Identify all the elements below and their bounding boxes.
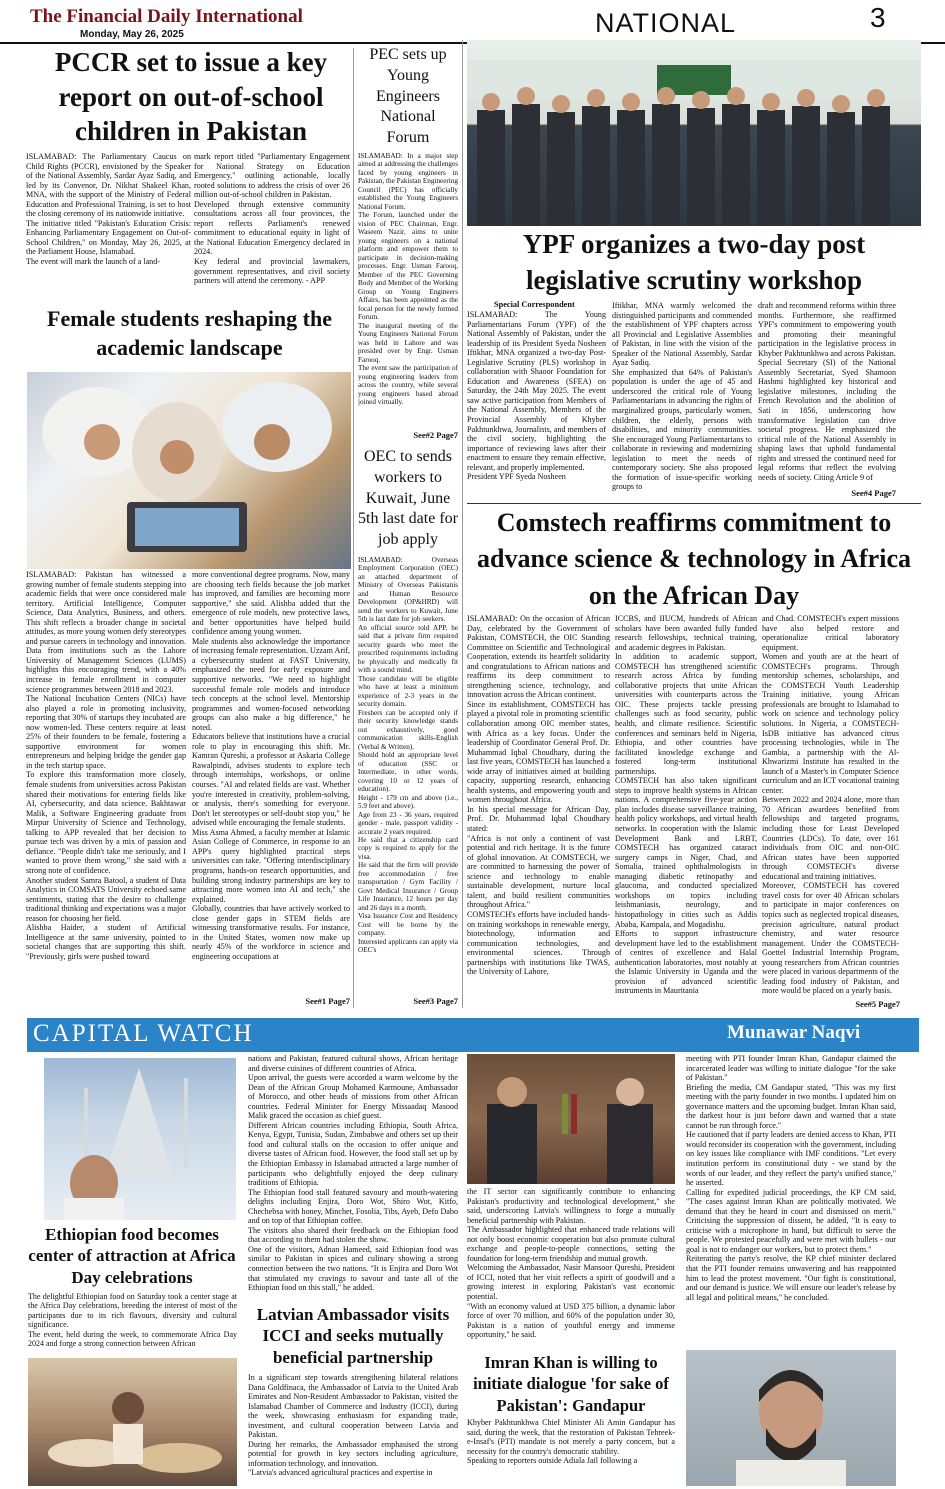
ypf-body-col2: Iftikhar, MNA warmly welcomed the distinguished participants and commended the establishment of YPF chapters across all Provincial and Legislative Assemblies of Pakistan, in line with the vision of the Speaker of the National Assembly, Sardar Ayaz Sadiq. She emphasized that 64% of Pakistan's population is under the age of 45 and underscored the critical role of Young Parliamentarians in advancing the rights of marginalized groups, particularly women, children, the elderly, persons with disabilities, and minority communities. She encouraged Young Parliamentarians to collaborate in reviewing and modernizing legislation to meet the needs of contemporary society. She also proposed the formation of issue-specific working groups to <box>612 301 752 492</box>
dateline: Monday, May 26, 2025 <box>80 29 184 40</box>
ypf-group-photo-art <box>467 40 921 226</box>
comstech-body-col3: and Chad. COMSTECH's expert missions have also helped restore and operationalize critical laboratory equipment. Women and youth are at the heart of COMSTECH's programs. Through mentorship schemes, scholarships, and the COMSTECH Youth Leadership Training initiative, young African professionals are brought to Islamabad to work on science and technology policy solutions. In Nigeria, a COMSTECH-IsDB initiative has advanced citrus processing technologies, while in The Gambia, a partnership with the Al-Khwarizmi Institute has resulted in the launch of a Master's in Computer Science curriculum and an ICT vocational training center. Between 2022 and 2024 alone, more than 70 African awardees benefited from fellowships and targeted programs, including those for Least Developed Countries (LDCs). To date, over 161 individuals from OIC and non-OIC African states have been supported through COMSTECH's diverse educational and training initiatives. Moreover, COMSTECH has covered travel costs for over 40 African scholars to participate in major conferences on topics such as neglected tropical diseases, precision agriculture, natural product chemistry, and water resource management. Under the COMSTECH-Goettel Industrial Internship Program, young researchers from African countries were placed in various departments of the leading food industry of Pakistan, and more would be placed on a yearly basis. <box>762 614 899 996</box>
section-title: NATIONAL <box>595 8 737 38</box>
ypf-byline: Special Correspondent <box>494 300 575 309</box>
pec-headline: PEC sets up Young Engineers National Forum <box>369 46 447 147</box>
ethiopian-food-photo <box>28 1358 237 1486</box>
female-jump: See#1 Page7 <box>305 996 350 1006</box>
ethiopian-body-col2: nations and Pakistan, featured cultural shows, African heritage and diverse cuisines of different countries of Africa. Upon arrival, the guests were accorded a warm welcome by the Dean of the African Group Mohamed Karmoune, Ambassador of Morocco, and other heads of missions from other African countries. Federal Minister for Energy Missaadaq Masood Malik graced the occasion as chief guest. Different African countries including Ethiopia, South Africa, Kenya, Egypt, Tunisia, Sudan, Zimbabwe and others set up their food and cultural stalls on the occasion to offer unique and diverse tastes of African food. However, the food stall set up by the Ethiopian Embassy in Islamabad attracted a large number of participants who delightfully enjoyed the deep culinary traditions of Ethiopia. The Ethiopian food stall featured savoury and mouth-watering delights including Enjira, Doro Wot, Shiro Wot, Kitfo, Chechebsa with honey, Minchet, Fosolia, Tibs, Ayeb, Defo Dabo and on top of that Ethiopian coffee. The visitors also shared their feedback on the Ethiopian food that according to them had stolen the show. One of the visitors, Adnan Hameed, said Ethiopian food was similar to Pakistan in spices and culinary showing a strong connection between the two nations. "It is Enjira and Doro Wot that stimulated my cravings to savour and taste all of the Ethiopian food on this stall," he added. <box>248 1054 458 1293</box>
newspaper-name: The Financial Daily International <box>30 6 303 27</box>
latvian-headline: Latvian Ambassador visits ICCI and seeks mutually beneficial partnership <box>256 1305 450 1367</box>
imran-body-col2: Khyber Pakhtunkhwa Chief Minister Ali Amin Gandapur has said, during the week, that the restoration of Pakistan Tehreek-e-Insaf's (PTI) mandate is not merely a party concern, but a necessity for the country's democratic stability. Speaking to reporters outside Adiala Jail following a <box>467 1418 675 1466</box>
gandapur-photo <box>686 1350 896 1486</box>
columnist-photo <box>44 1058 236 1220</box>
columnist-photo-art <box>44 1058 236 1220</box>
latvian-body-col1: In a significant step towards strengthening bilateral relations Dana Goldfinaca, the Ambassador of Latvia to the United Arab Emirates and Non-Resident Ambassador to Pakistan, visited the Islamabad Chamber of Commerce and Industry (ICCI), during the week, showcasing enthusiasm for expanding trade, investment, and cultural cooperation between Latvia and Pakistan. During her remarks, the Ambassador emphasised the strong potential for growth in key sectors including agriculture, information technology, and innovation. "Latvia's advanced agricultural practices and expertise in <box>248 1373 458 1478</box>
capital-watch-title: CAPITAL WATCH <box>33 1020 254 1047</box>
latvian-meeting-photo-art <box>467 1054 675 1184</box>
female-students-photo-art <box>27 372 351 569</box>
ypf-headline: YPF organizes a two-day post legislative scrutiny workshop <box>522 229 866 296</box>
ethiopian-food-photo-art <box>28 1358 237 1486</box>
comstech-jump: See#5 Page7 <box>855 999 900 1009</box>
ypf-body-col1: ISLAMABAD: The Young Parliamentarians Forum (YPF) of the National Assembly of Pakistan, under the leadership of its President Syeda Nosheen Iftikhar, MNA organized a two-day Post-Legislative Scrutiny (PLS) workshop in collaboration with Shaoor Foundation for Education and Awareness (SFEA) on Saturday, the 24th May 2025. The event saw active participation from Members of the National Assembly, Members of the Provincial Assembly of Khyber Pakhtunkhwa, Journalists, and members of the civil society, highlighting the importance of reviewing laws after their enactment to ensure they remain effective, relevant, and properly implemented. President YPF Syeda Nosheen <box>467 310 606 482</box>
pccr-body-col1: ISLAMABAD: The Parliamentary Caucus on Child Rights (PCCR), envisioned by the Speaker of the National Assembly, Sardar Ayaz Sadiq, and led by its Convenor, Dr. Nikhat Shakeel Khan, MNA, with the support of the Ministry of Federal Education and Professional Training, is set to host the closing ceremony of its nationwide initiative. The initiative titled "Pakistan's Education Crisis: Enhancing Parliamentary Engagement on Out-of-School Children," on Monday, May 26, 2025, at the Parliament House, Islamabad. The event will mark the launch of a land- <box>26 152 191 267</box>
female-students-headline: Female students reshaping the academic landscape <box>47 306 332 360</box>
capital-watch-author: Munawar Naqvi <box>727 1022 861 1043</box>
imran-body-col1: meeting with PTI founder Imran Khan, Gandapur claimed the incarcerated leader was willing to initiate dialogue "for the sake of Pakistan." Briefing the media, CM Gandapur stated, "This was my first meeting with the party founder in two months. I updated him on governance matters and the upcoming budget. Imran Khan said, the darkest hour is just before dawn and warned that a state cannot be run through force." He cautioned that if party leaders are denied access to Khan, PTI would reconsider its cooperation with the government, including on key issues like compliance with IMF conditions. "Let every institution perform its constitutional duty - we stand by the words of our leader, and they reflect the party's unified stance," he asserted. Calling for expedited judicial proceedings, the KP CM said, "The cases against Imran Khan are politically motivated. We demand that they be heard in court and dismissed on merit." Criticising the suppression of dissent, he added, "It is easy to criticise with a microphone in hand, but difficult to serve the people. We protested peacefully and were met with bullets - our goal is not to endanger our workers, but to protect them." Reiterating the party's resolve, the KP chief minister declared that the PTI founder remains unwavering and has reappointed him to lead the protest movement. "Our fight is constitutional, and our demand is justice. We will ensure our leader's release by all legal and political means," he concluded. <box>686 1054 896 1302</box>
column-rule <box>353 48 354 1008</box>
comstech-body-col2: ICCBS, and IIUCM, hundreds of African scholars have been awarded fully funded research fellowships, technical training, and academic degrees in Pakistan. In addition to academic support, COMSTECH has strengthened scientific research across Africa by funding collaborative projects that unite African universities with counterparts across the OIC. These projects tackle pressing challenges such as food security, public health, and climate resilience. Scientific conferences and seminars held in Nigeria, Ethiopia, and other countries have facilitated knowledge exchange and fostered long-term institutional partnerships. COMSTECH has also taken significant steps to improve health systems in African nations. A comprehensive five-year action plan includes disease surveillance training, health policy workshops, and virtual health networks. In cooperation with the Islamic Development Bank and LRBT, COMSTECH has organized cataract surgery camps in Niger, Chad, and Somalia, trained ophthalmologists in managing diabetic retinopathy and glaucoma, and conducted specialized workshops on topics including leishmaniasis, neurology, and histopathology in cities such as Addis Ababa, Kampala, and Mogadishu. Efforts to support infrastructure development have led to the establishment of centres of excellence and Halal authentication laboratories, most notably at the Islamic University in Uganda and the provision of advanced scientific instruments in Mauritania <box>615 614 757 996</box>
imran-headline: Imran Khan is willing to initiate dialogue 'for sake of Pakistan': Gandapur <box>473 1353 669 1415</box>
section-rule <box>467 503 921 504</box>
ypf-jump: See#4 Page7 <box>851 488 896 498</box>
ypf-body-col3: draft and recommend reforms within three months. Furthermore, she reaffirmed YPF's commitment to empowering youth and promoting their meaningful participation in the legislative process in Khyber Pakhtunkhwa and across Pakistan. Special Secretary (SI) of the National Assembly Secretariat, Syed Shamoon Hashmi highlighted key historical and legislative milestones, including the French Revolution and the abolition of Sati in 1856, underscoring how transformative legislation can drive societal progress. He emphasized the critical role of the National Assembly in shaping laws that uphold fundamental rights and stressed the continued need for legal reforms that reflect the evolving needs of society. Citing Article 9 of <box>758 301 896 482</box>
female-students-photo <box>27 372 351 569</box>
ypf-group-photo <box>467 40 921 226</box>
comstech-body-col1: ISLAMABAD: On the occasion of African Day, celebrated by the Government of Pakistan, COMSTECH, the OIC Standing Committee on Scientific and Technological Cooperation, extends its heartfelt solidarity and congratulations to African nations and reaffirms its deep commitment to strengthening science, technology, and innovation across the African continent. Since its establishment, COMSTECH has played a pivotal role in promoting scientific collaboration among OIC member states, with Africa as a key focus. Under the leadership of Coordinator General Prof. Dr. Muhammad Iqbal Choudhary, during the last five years, COMSTECH has launched a wide array of initiatives aimed at building capacity, supporting research, enhancing health systems, and empowering youth and women throughout Africa. In his special message for African Day, Prof. Dr. Muhammad Iqbal Choudhary stated: "Africa is not only a continent of vast potential and rich heritage. It is the future of global innovation. At COMSTECH, we are committed to harnessing the power of science and technology to enable sustainable development, nurture local talent, and build resilient communities throughout Africa." COMSTECH's efforts have included hands-on training workshops in renewable energy, biotechnology, information and communication technologies, and environmental sciences. Through partnerships with institutions like TWAS, the University of Lahore, <box>467 614 610 977</box>
latvian-meeting-photo <box>467 1054 675 1184</box>
latvian-body-col2: the IT sector can significantly contribute to enhancing Pakistan's productivity and technological development," she said, underscoring Latvia's willingness to forge a mutually beneficial partnership with Pakistan. The Ambassador highlighted that enhanced trade relations will not only boost economic cooperation but also promote cultural exchange and people-to-people connections, setting the foundation for long-term friendship and mutual growth. Welcoming the Ambassador, Nasir Mansoor Qureshi, President of ICCI, noted that her visit reflects a spirit of goodwill and a growing interest in exploring Pakistan's vast economic potential. "With an economy valued at USD 375 billion, a dynamic labor force of over 70 million, and 60% of the population under 30, Pakistan is a nation of youthful energy and immense opportunity," he said. <box>467 1187 675 1340</box>
pccr-headline: PCCR set to issue a key report on out-of-school children in Pakistan <box>54 47 328 147</box>
pccr-body-col2: mark report titled "Parliamentary Engagement for National Strategy on Education Emergency," outlining actionable, locally rooted solutions to address the crisis of over 26 million out-of-school children in Pakistan. Developed through extensive community consultations across all four provinces, the report reflects Parliament's renewed commitment to educational equity in light of the National Education Emergency declared in 2024. Key federal and provincial lawmakers, government representatives, and civil society partners will attend the ceremony. - APP <box>194 152 350 286</box>
female-body-col1: ISLAMABAD: Pakistan has witnessed a growing number of female students stepping into academic fields that were once considered male territory. Artificial Intelligence, Computer Science, Data Analytics, Business, and others. This shift reflects a broader change in societal attitudes, as more young women defy stereotypes and pursue careers in technology and innovation. Data from institutions such as the Lahore University of Management Sciences (LUMS) highlights this encouraging trend, with a 40% increase in female enrollment in computer science programmes between 2018 and 2023. The National Incubation Centers (NICs) have also played a role in promoting inclusivity, reporting that 30% of startups they incubated are now women-led. These centers require at least 25% of their founders to be female, fostering a supportive environment for women entrepreneurs and helping bridge the gender gap in the tech startup space. To explore this transformation more closely, female students from universities across Pakistan shared their motivations for entering fields like AI, cybersecurity, and data science. Bakhtawar Malik, a Software Engineering graduate from Mirpur University of Science and Technology, talking to APP revealed that her decision to pursue tech was driven by a mix of passion and defiance. "People didn't take me seriously, and I wanted to prove them wrong," she said with a strong note of confidence. Another student Samra Batool, a student of Data Analytics in COMSATS University echoed same sentiments, stating that the desire to challenge traditional thinking and expectations was a major reason for choosing her field. Alishba Haider, a student of Artificial Intelligence at the same university, pointed to societal changes that are supporting this shift. "Previously, girls were pushed toward <box>26 570 186 961</box>
comstech-headline: Comstech reaffirms commitment to advance science & technology in Africa on the African Day <box>477 508 911 610</box>
female-body-col2: more conventional degree programs. Now, many are choosing tech fields because the job market has improved, and families are becoming more supportive," she said. Alishba added that the emergence of role models, new protective laws, and better opportunities have helped build confidence among young women. Male students also acknowledge the importance of increasing female representation. Uzzam Arif, a cybersecurity student at FAST University, emphasized the need for early exposure and supportive networks. "We need to highlight successful female role models and introduce tech concepts at the school level. Mentorship programmes and women-focused networking groups can also make a big difference," he noted. Educators believe that institutions have a crucial role to play in encouraging this shift. Mr. Kamran Qureshi, a professor at Askaria College Rawalpindi, advises students to explore tech through internships, workshops, or online courses. "AI and related fields are vast. Whether you're interested in creativity, problem-solving, or analysis, there's something for everyone. Don't let stereotypes or self-doubt stop you," he advised while encouraging the female students. Miss Asma Ahmed, a faculty member at Islamic Asian College of Commerce, in response to an APP's query highlighted practical steps universities can take. "Offering interdisciplinary programs, hands-on research opportunities, and building strong industry partnerships are key to attracting more women into AI and tech," she explained. Globally, countries that have actively worked to close gender gaps in STEM fields are witnessing transformative results. For instance, in the United States, women now make up nearly 45% of the workforce in science and engineering occupations at <box>192 570 350 961</box>
column-rule <box>462 40 463 1008</box>
page-number: 3 <box>870 2 886 33</box>
ethiopian-headline: Ethiopian food becomes center of attraction at Africa Day celebrations <box>28 1225 236 1287</box>
ethiopian-body-col1: The delightful Ethiopian food on Saturday took a center stage at the Africa Day celebrations, breeding the interest of most of the participants due to its rich flavours, diversity and cultural significance. The event, held during the week, to commemorate Africa Day 2024 and forge a strong connection between African <box>28 1292 237 1349</box>
gandapur-photo-art <box>686 1350 896 1486</box>
oec-body: ISLAMABAD: Overseas Employment Corporation (OEC) an attached department of Ministry of Overseas Pakistanis and Human Resource Development (OP&HRD) will send the workers to Kuwait, June 5th is last date for job seekers. An official source told APP, he said that a private firm required security guards who meet the prescribed requirements including be physically and medically fit with a sound mind. Those candidate will be eligible who have at least a minimum experience of 2-3 years in the security domain. Freshers can be accepted only if their security knowledge stands out exhaustively, good communication skills-English (Verbal & Written). Should hold an appropriate level of education (SSC or Intermediate, in other words, covering 10 or 12 years of education). Height - 179 cm and above (i.e., 5.9 feet and above). Age from 23 - 36 years, required gender - male, passport validity - accurate 2 years required. He said that a citizenship card copy is required to apply for the visa. He said that the firm will provide free accommodation / free transportation / Gym Facility / Govt Medical Insurance / Group Life Insurance, 12 hours per day and 26 days in a month. Visa Issuance Cost and Residency Cost will be borne by the company. Interested applicants can apply via OEC's <box>358 556 458 955</box>
pec-body: ISLAMABAD: In a major step aimed at addressing the challenges faced by young engineers in Pakistan, the Pakistan Engineering Council (PEC) has officially established the Young Engineers National Forum. The Forum, launched under the vision of PEC Chairman, Engr. Waseem Nazir, aims to unite young engineers on a national platform and empower them to participate in decision-making processes. Engr. Usman Farooq, Member of the PEC Governing Body and Member of the Working Group on Young Engineers Affairs, has been appointed as the focal person for the newly formed Forum. The inaugural meeting of the Young Engineers National Forum was held in Lahore and was presided over by Engr. Usman Farooq. The event saw the participation of young engineering leaders from across the country, while several young engineers based abroad joined virtually. <box>358 152 458 407</box>
pec-jump: See#2 Page7 <box>413 430 458 440</box>
oec-headline: OEC to sends workers to Kuwait, June 5th last date for job apply <box>358 448 458 549</box>
oec-jump: See#3 Page7 <box>413 996 458 1006</box>
